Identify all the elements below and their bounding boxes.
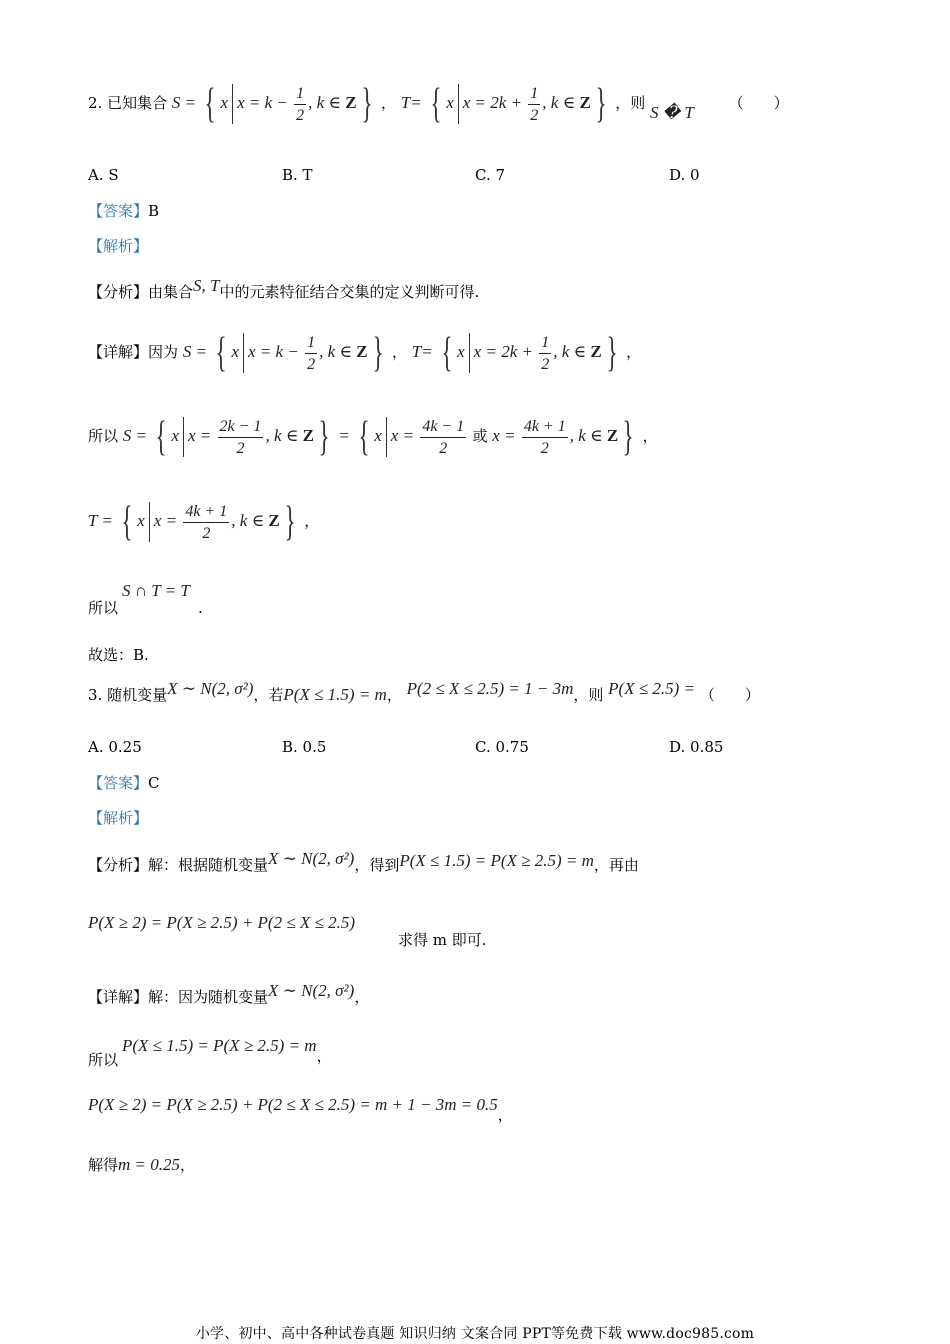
q3-step-3: P(X ≥ 2) = P(X ≥ 2.5) + P(2 ≤ X ≤ 2.5) = m + 1 − 3m = 0.5， xyxy=(88,1095,513,1124)
q2-xiangjie: 【详解】因为 S = { x x = k − $\frac{1}{2}$ , k ∈ Z } ， T= { x x = 2k + $\frac{1}{2}$ , k ∈ Z } ， xyxy=(88,330,642,376)
q2-analysis-tag: 【解析】 xyxy=(88,237,149,255)
q3-step-2: 所以 xyxy=(88,1051,119,1069)
q3-xiangjie: 【详解】解：因为随机变量X ∼ N(2, σ²)， xyxy=(88,981,370,1006)
q3-step-2-math: P(X ≤ 1.5) = P(X ≥ 2.5) = m， xyxy=(122,1036,332,1065)
page-footer: 小学、初中、高中各种试卷真题 知识归纳 文案合同 PPT等免费下载 www.doc985.com xyxy=(195,1326,755,1342)
q2-expression: S � T xyxy=(650,102,694,122)
q2-step-4-math: S ∩ T = T xyxy=(122,581,190,600)
q2-option-d: D. 0 xyxy=(669,166,700,184)
q3-option-a: A. 0.25 xyxy=(88,738,142,756)
q2-step-3: T = { x x = $\frac{4k + 1}{2}$ , k ∈ Z } ， xyxy=(88,499,320,545)
q3-stem: 3. 随机变量X ∼ N(2, σ²)，若P(X ≤ 1.5) = m， P(2 ≤ X ≤ 2.5) = 1 − 3m，则 P(X ≤ 2.5) = （ ） xyxy=(88,679,760,704)
q2-answer: 【答案】B xyxy=(88,202,160,220)
q2-T-definition: T= { x x = 2k + $\frac{1}{2}$ , k ∈ Z } xyxy=(400,81,607,127)
q3-option-d: D. 0.85 xyxy=(669,738,724,756)
q3-fenxi-2: P(X ≥ 2) = P(X ≥ 2.5) + P(2 ≤ X ≤ 2.5) xyxy=(88,913,356,932)
q2-step-4: 所以 . xyxy=(88,599,203,617)
q2-S-definition: S = { x x = k − $\frac{1}{2}$ , k ∈ Z } xyxy=(171,81,373,127)
q2-conclusion: 故选：B. xyxy=(88,646,149,664)
q2-step-2: 所以 S = { x x = $\frac{2k - 1}{2}$ , k ∈ Z } = { x x = $\frac{4k - 1}{2}$ 或 x = $\frac{4k + 1}{2}$ , k ∈ Z } ， xyxy=(88,414,658,460)
q3-answer: 【答案】C xyxy=(88,774,160,792)
q3-option-b: B. 0.5 xyxy=(282,738,327,756)
q2-option-c: C. 7 xyxy=(475,166,506,184)
q2-fenxi: 【分析】由集合S, T中的元素特征结合交集的定义判断可得. xyxy=(88,276,480,301)
q3-option-c: C. 0.75 xyxy=(475,738,529,756)
q3-analysis-tag: 【解析】 xyxy=(88,809,149,827)
q2-option-a: A. S xyxy=(88,166,119,184)
q2-stem: 2. 已知集合 S = { x x = k − $\frac{1}{2}$ , k ∈ Z } ， T= { x x = 2k + $\frac{1}{2}$ , k ∈ Z } ，则 S � T （ ） xyxy=(88,81,789,127)
q2-option-b: B. T xyxy=(282,166,313,184)
q3-fenxi-3: 求得 m 即可. xyxy=(398,931,487,949)
q3-step-4: 解得m = 0.25， xyxy=(88,1155,196,1174)
q3-fenxi: 【分析】解：根据随机变量X ∼ N(2, σ²)，得到P(X ≤ 1.5) = P(X ≥ 2.5) = m，再由 xyxy=(88,849,639,874)
